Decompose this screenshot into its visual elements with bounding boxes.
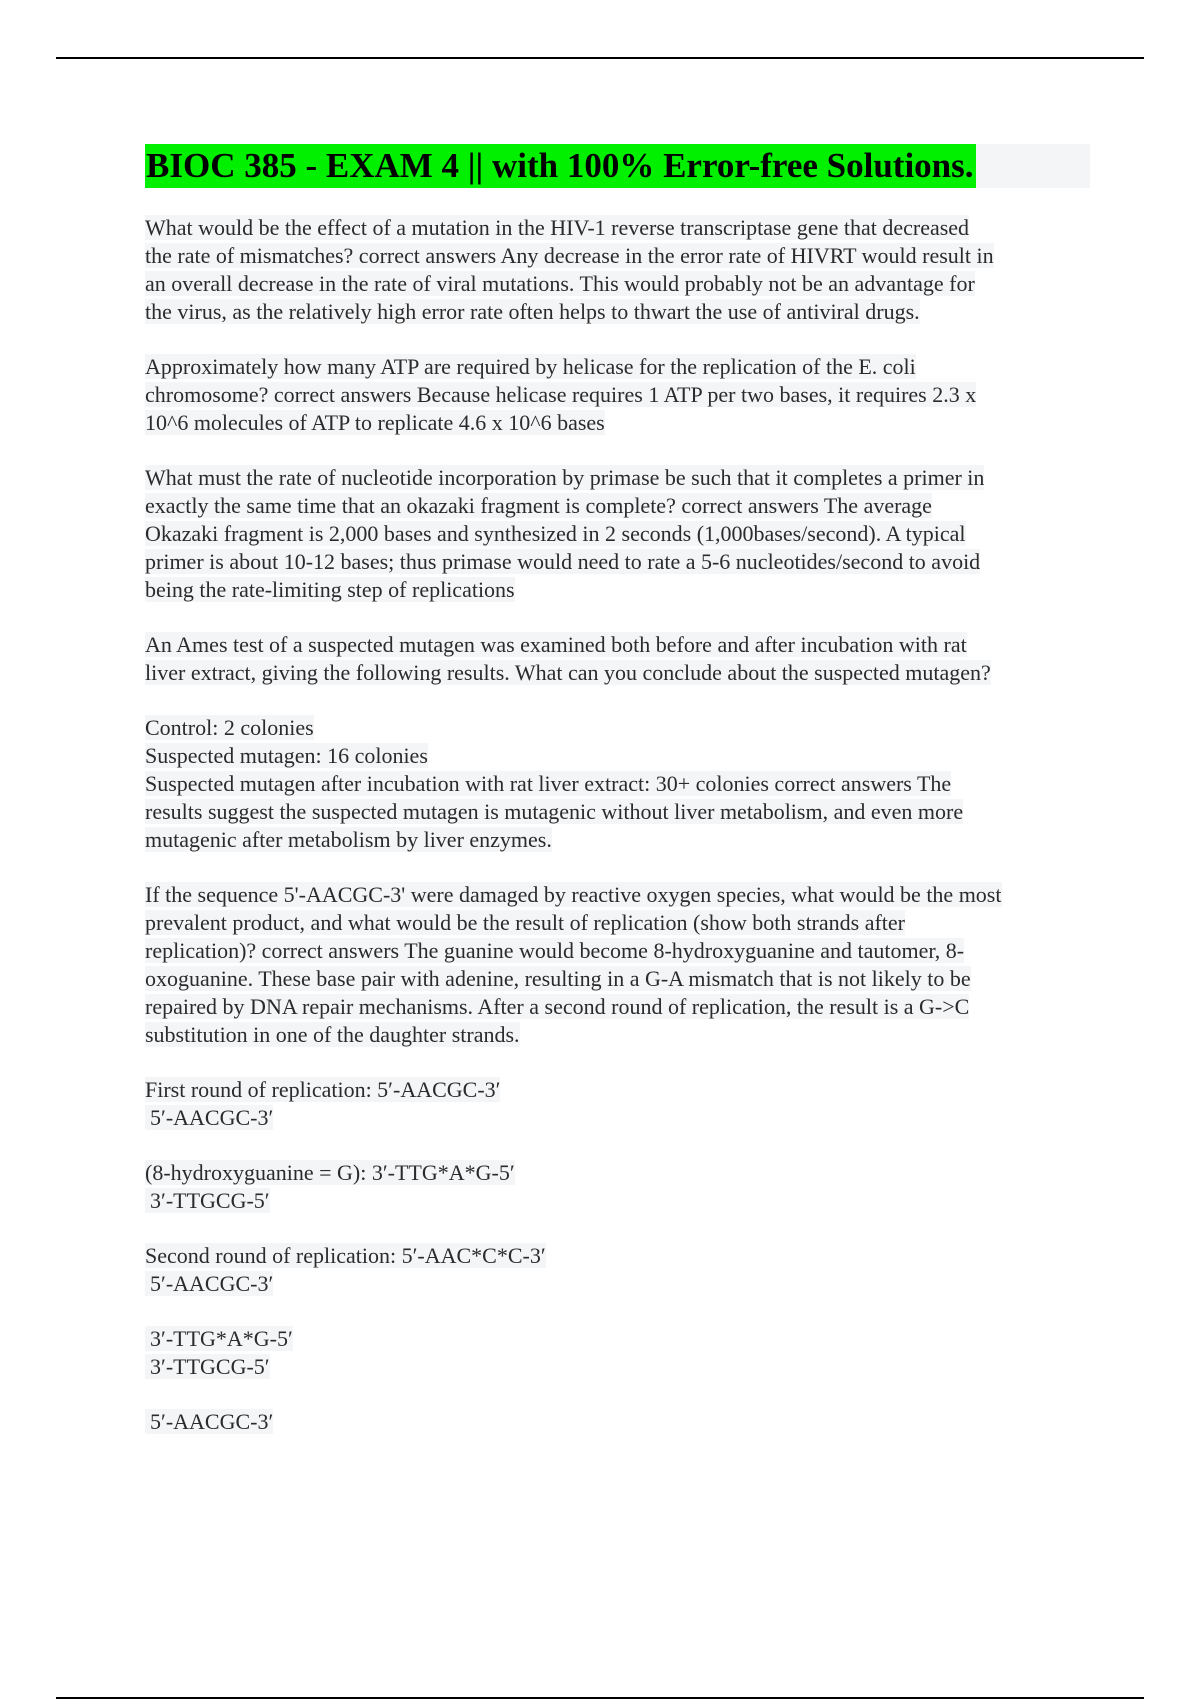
text-line: What must the rate of nucleotide incorporation by primase be such that it completes a primer in: [145, 465, 985, 490]
text-line: repaired by DNA repair mechanisms. After a second round of replication, the result is a G->C: [145, 994, 970, 1019]
question-helicase-atp: [145, 353, 1090, 437]
bottom-rule: [56, 1697, 1144, 1699]
text-line: 10^6 molecules of ATP to replicate 4.6 x 10^6 bases: [145, 410, 605, 435]
sequence-line: 3′-TTGCG-5′: [145, 1188, 270, 1213]
top-rule: [56, 57, 1144, 59]
text-line: primer is about 10-12 bases; thus primase would need to rate a 5-6 nucleotides/second to avoid: [145, 549, 981, 574]
text-line: results suggest the suspected mutagen is mutagenic without liver metabolism, and even more: [145, 799, 964, 824]
question-primase-rate: [145, 464, 1090, 604]
sequence-line: 3′-TTG*A*G-5′: [145, 1326, 293, 1351]
daughter-strands: [145, 1325, 1090, 1381]
text-line: oxoguanine. These base pair with adenine, resulting in a G-A mismatch that is not likely to be: [145, 966, 971, 991]
text-line: exactly the same time that an okazaki fragment is complete? correct answers The average: [145, 493, 932, 518]
document-body: [145, 144, 1090, 1463]
text-line: mutagenic after metabolism by liver enzymes.: [145, 827, 552, 852]
sequence-line: 5′-AACGC-3′: [145, 1105, 273, 1130]
ames-test-results: [145, 714, 1090, 854]
final-strand: [145, 1408, 1090, 1436]
text-line: Suspected mutagen: 16 colonies: [145, 743, 428, 768]
sequence-line: 5′-AACGC-3′: [145, 1409, 273, 1434]
text-line: Okazaki fragment is 2,000 bases and synthesized in 2 seconds (1,000bases/second). A typical: [145, 521, 966, 546]
text-line: substitution in one of the daughter strands.: [145, 1022, 520, 1047]
text-line: What would be the effect of a mutation in the HIV-1 reverse transcriptase gene that decreased: [145, 215, 970, 240]
hydroxyguanine-strands: [145, 1159, 1090, 1215]
text-line: Second round of replication: 5′-AAC*C*C-3′: [145, 1243, 546, 1268]
first-round-replication: [145, 1076, 1090, 1132]
sequence-line: 5′-AACGC-3′: [145, 1271, 273, 1296]
text-line: An Ames test of a suspected mutagen was examined both before and after incubation with rat: [145, 632, 967, 657]
question-ames-test: [145, 631, 1090, 687]
text-line: liver extract, giving the following results. What can you conclude about the suspected mutagen?: [145, 660, 991, 685]
text-line: chromosome? correct answers Because helicase requires 1 ATP per two bases, it requires 2.3 x: [145, 382, 977, 407]
second-round-replication: [145, 1242, 1090, 1298]
text-line: Control: 2 colonies: [145, 715, 314, 740]
text-line: First round of replication: 5′-AACGC-3′: [145, 1077, 501, 1102]
title-bar: [145, 144, 1090, 188]
question-hiv-rt: [145, 214, 1090, 326]
text-line: Suspected mutagen after incubation with rat liver extract: 30+ colonies correct answers The: [145, 771, 952, 796]
text-line: If the sequence 5'-AACGC-3' were damaged by reactive oxygen species, what would be the most: [145, 882, 1002, 907]
sequence-line: 3′-TTGCG-5′: [145, 1354, 270, 1379]
text-line: replication)? correct answers The guanine would become 8-hydroxyguanine and tautomer, 8-: [145, 938, 965, 963]
text-line: the rate of mismatches? correct answers Any decrease in the error rate of HIVRT would result in: [145, 243, 994, 268]
question-reactive-oxygen: [145, 881, 1090, 1049]
text-line: the virus, as the relatively high error rate often helps to thwart the use of antiviral drugs.: [145, 299, 920, 324]
text-line: being the rate-limiting step of replications: [145, 577, 515, 602]
text-line: (8-hydroxyguanine = G): 3′-TTG*A*G-5′: [145, 1160, 515, 1185]
text-line: Approximately how many ATP are required by helicase for the replication of the E. coli: [145, 354, 916, 379]
text-line: prevalent product, and what would be the result of replication (show both strands after: [145, 910, 905, 935]
text-line: an overall decrease in the rate of viral mutations. This would probably not be an advantage for: [145, 271, 975, 296]
document-title: BIOC 385 - EXAM 4 || with 100% Error-free Solutions.: [145, 144, 976, 188]
